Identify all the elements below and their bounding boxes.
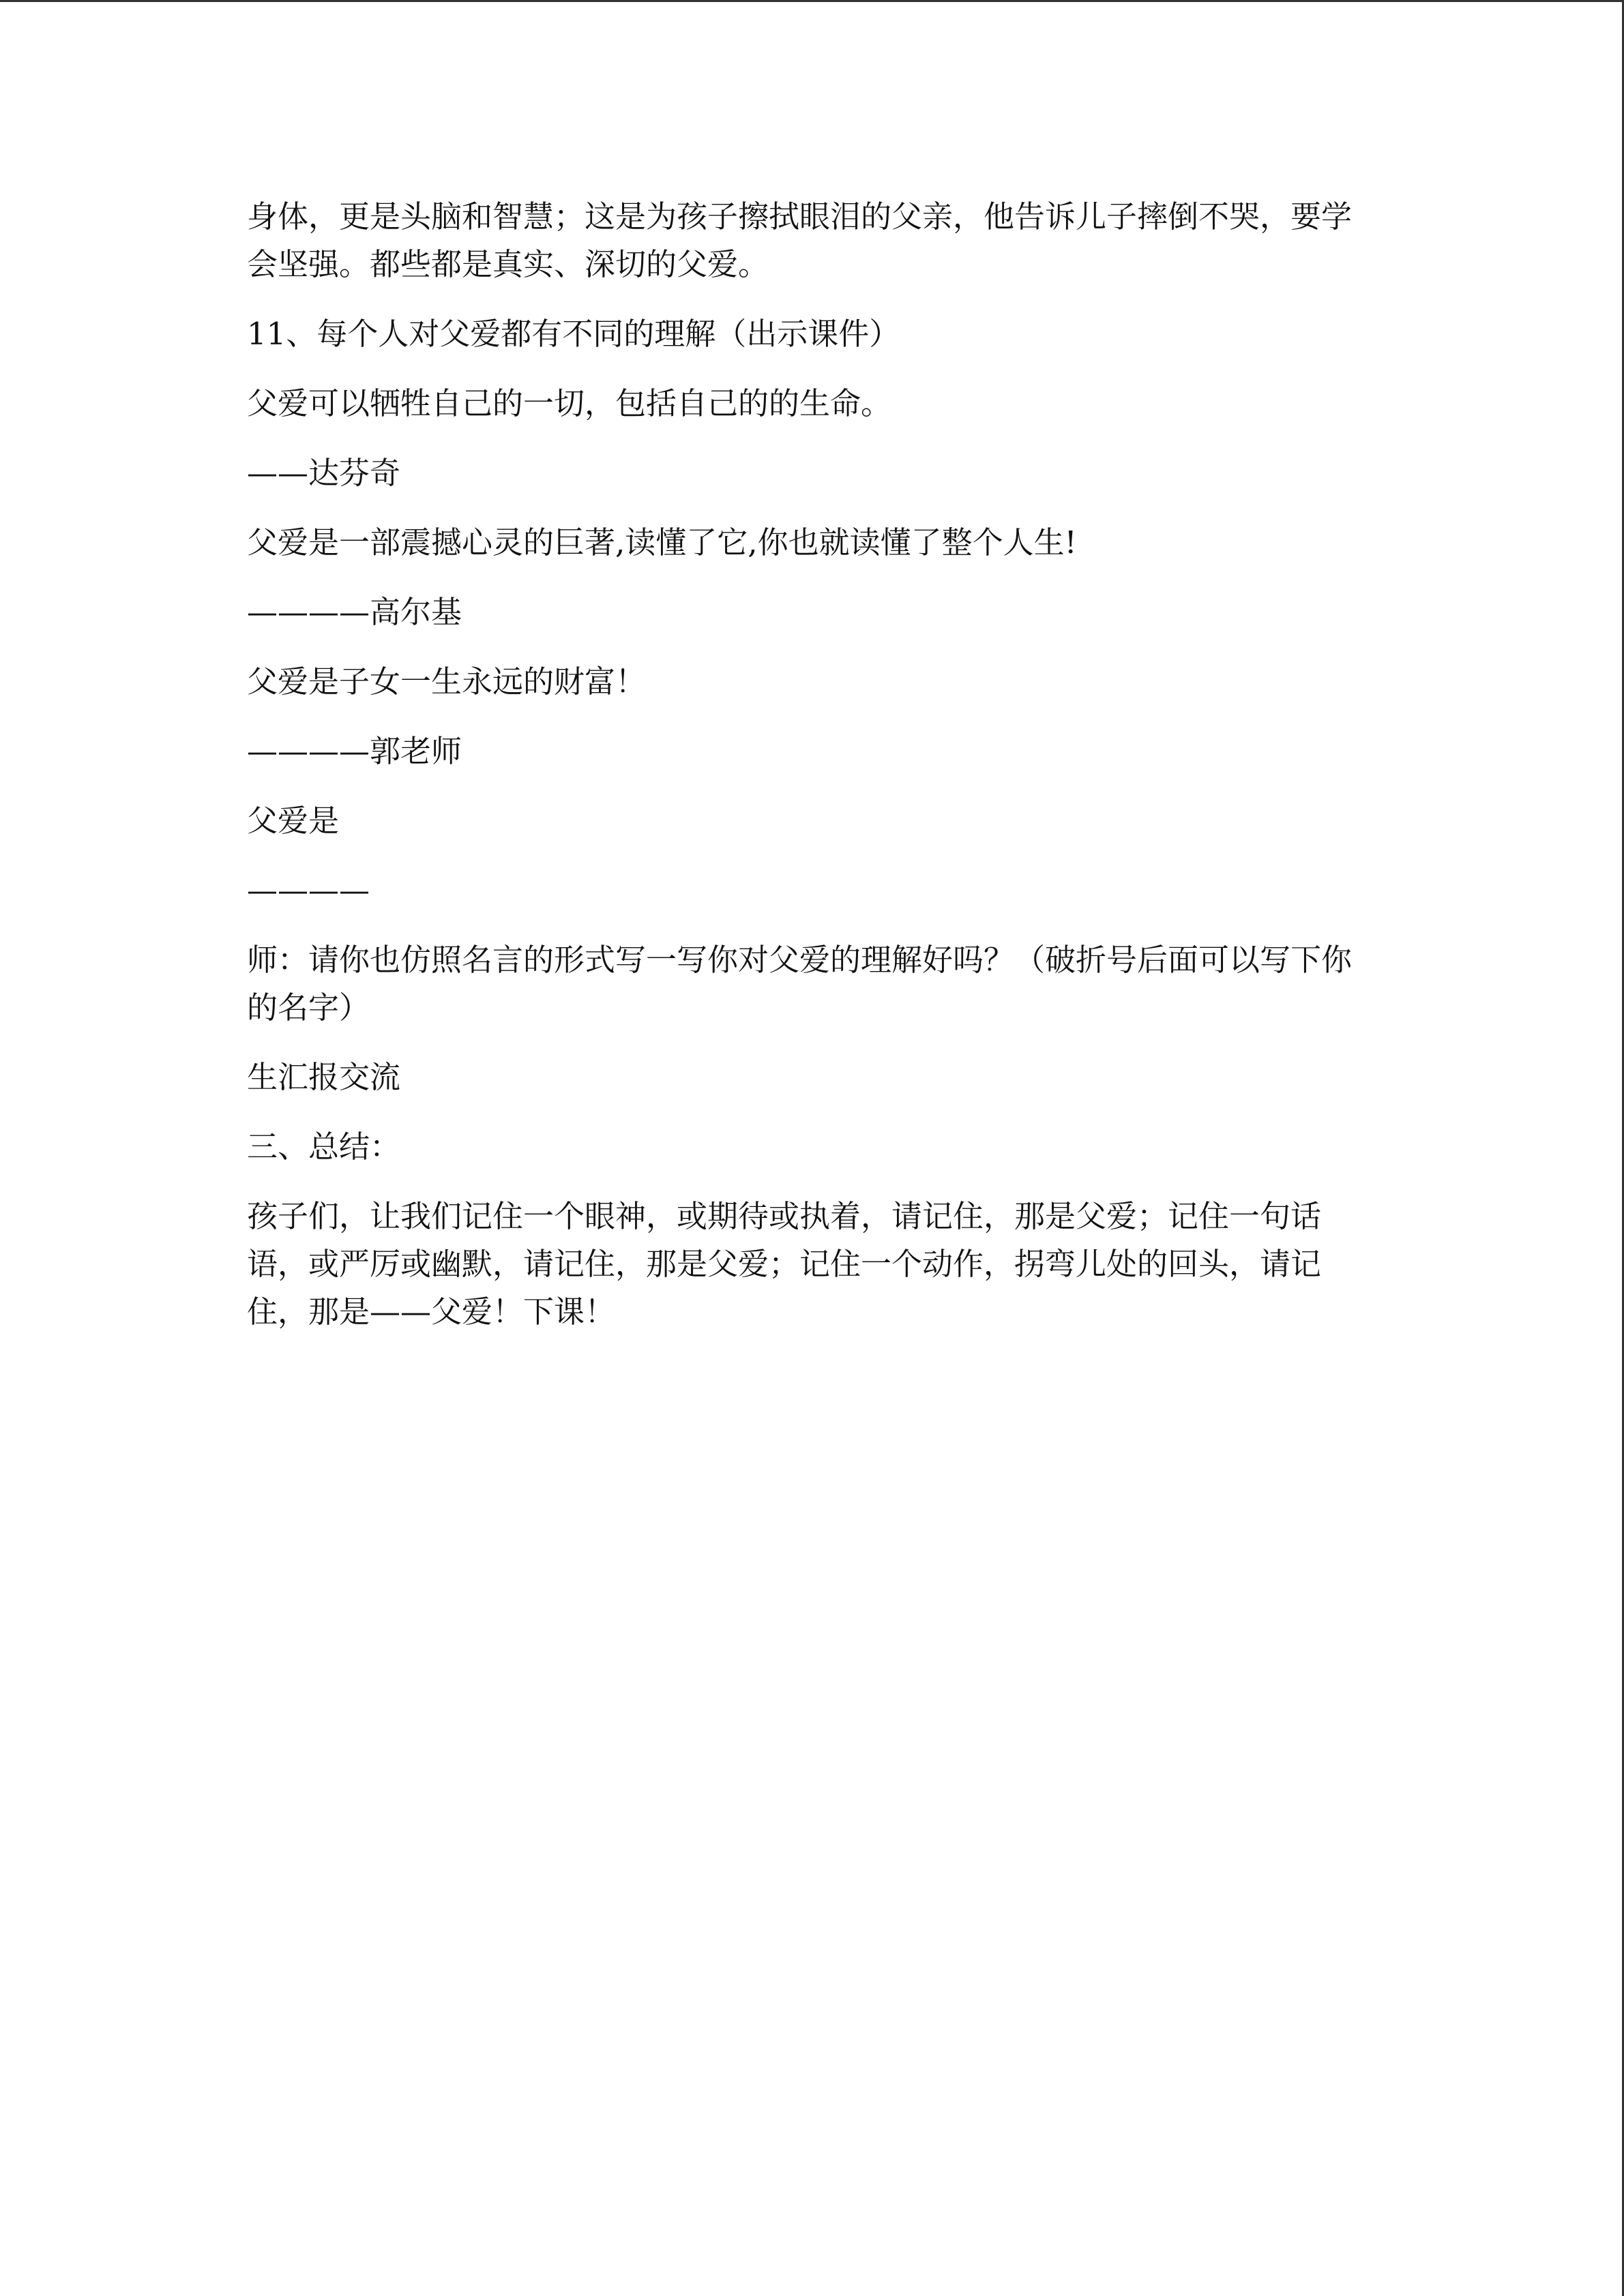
paragraph-summary: 孩子们，让我们记住一个眼神，或期待或执着，请记住，那是父爱；记住一句话语，或严厉或幽默，请记住，那是父爱；记住一个动作，拐弯儿处的回头，请记住，那是——父爱！下课！ [247,1198,1322,1330]
teacher-prompt: 师：请你也仿照名言的形式写一写你对父爱的理解好吗？（破折号后面可以写下你的名字） [247,942,1353,1026]
paragraph-item-11: 11、每个人对父爱都有不同的理解（出示课件） [247,316,900,352]
attribution-blank: ———— [247,872,370,908]
section-heading-summary: 三、总结： [247,1129,401,1165]
attribution-da-vinci: ——达芬奇 [247,455,401,491]
attribution-teacher-guo: ————郭老师 [247,733,462,769]
quote-teacher-guo: 父爱是子女一生永远的财富！ [247,664,647,700]
student-report: 生汇报交流 [247,1059,401,1095]
paragraph-father-love-intro: 身体，更是头脑和智慧；这是为孩子擦拭眼泪的父亲，他告诉儿子摔倒不哭，要学会坚强。都些都是真实、深切的父爱。 [247,198,1353,282]
quote-blank: 父爱是 [247,803,340,839]
attribution-gorky: ————高尔基 [247,594,462,630]
quote-gorky: 父爱是一部震撼心灵的巨著,读懂了它,你也就读懂了整个人生! [247,524,1077,561]
document-body [247,193,1365,1358]
quote-da-vinci: 父爱可以牺牲自己的一切，包括自己的的生命。 [247,385,892,421]
